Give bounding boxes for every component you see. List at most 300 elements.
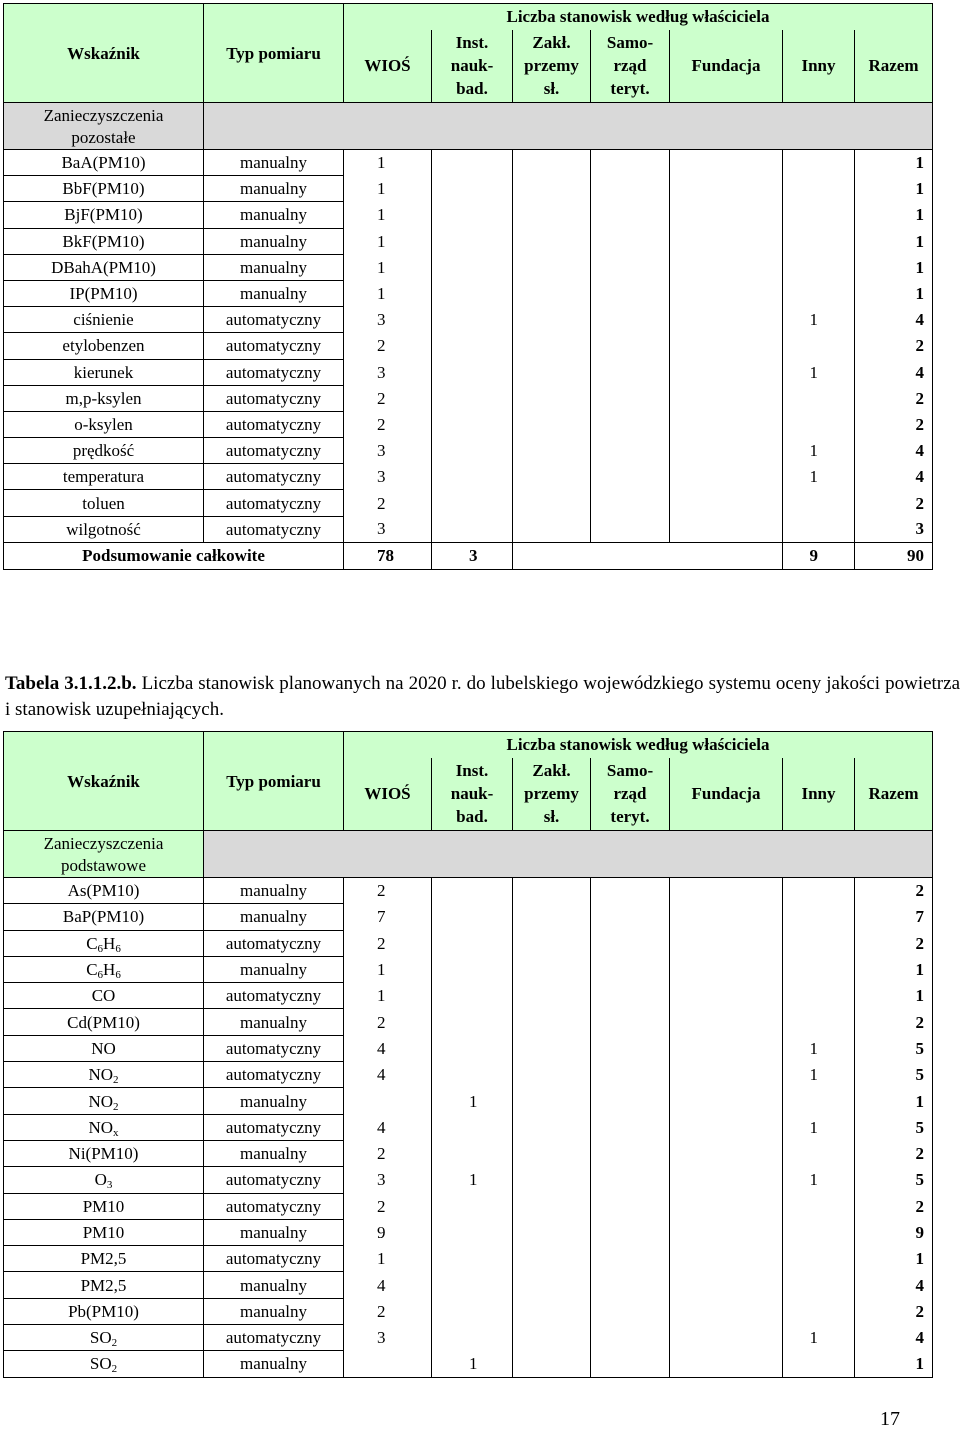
summary-fundacja (670, 542, 783, 569)
cell-inny (783, 1140, 855, 1166)
table-row (4, 983, 933, 1009)
cell-zakl (513, 1167, 591, 1193)
cell-fundacja (670, 254, 783, 280)
cell-wskaznik-text: C (86, 933, 98, 953)
section-row (4, 103, 933, 150)
cell-zakl (513, 930, 591, 956)
cell-wskaznik: PM2,5 (4, 1246, 204, 1272)
cell-typ: manualny (204, 1088, 344, 1114)
cell-razem: 4 (855, 438, 933, 464)
cell-zakl (513, 1009, 591, 1035)
header-typ: Typ pomiaru (204, 4, 344, 103)
cell-wios: 2 (344, 333, 432, 359)
cell-inst (432, 150, 513, 176)
header-inst-line: nauk- (450, 56, 494, 76)
cell-samo (591, 254, 670, 280)
cell-samo (591, 280, 670, 306)
header-wios: WIOŚ (344, 758, 432, 831)
table-row (4, 1272, 933, 1298)
cell-razem: 1 (855, 150, 933, 176)
cell-inst (432, 1062, 513, 1088)
cell-wskaznik: PM2,5 (4, 1272, 204, 1298)
cell-fundacja (670, 307, 783, 333)
header-wios: WIOŚ (344, 30, 432, 103)
cell-wskaznik-text: O (94, 1170, 107, 1190)
cell-wskaznik: NO (4, 1035, 204, 1061)
cell-wios: 3 (344, 307, 432, 333)
cell-fundacja (670, 1272, 783, 1298)
cell-fundacja (670, 333, 783, 359)
cell-razem: 5 (855, 1114, 933, 1140)
cell-wskaznik-sub: x (113, 1126, 119, 1139)
cell-zakl (513, 904, 591, 930)
cell-inst (432, 1009, 513, 1035)
cell-inny (783, 411, 855, 437)
cell-inny: 1 (783, 359, 855, 385)
header-samo-line: teryt. (610, 79, 650, 99)
cell-zakl (513, 490, 591, 516)
cell-inst (432, 307, 513, 333)
cell-typ: manualny (204, 202, 344, 228)
cell-inst (432, 930, 513, 956)
cell-razem: 1 (855, 176, 933, 202)
header-inny: Inny (783, 30, 855, 103)
header-razem: Razem (855, 758, 933, 831)
cell-inny (783, 333, 855, 359)
cell-razem: 1 (855, 956, 933, 982)
header-owner-group: Liczba stanowisk według właściciela (344, 732, 933, 758)
cell-inst (432, 333, 513, 359)
cell-samo (591, 176, 670, 202)
header-wskaznik: Wskaźnik (4, 732, 204, 831)
cell-razem: 2 (855, 385, 933, 411)
cell-inny (783, 176, 855, 202)
cell-wios: 1 (344, 176, 432, 202)
cell-samo (591, 983, 670, 1009)
cell-fundacja (670, 280, 783, 306)
table-row (4, 333, 933, 359)
cell-inst (432, 411, 513, 437)
cell-inst (432, 359, 513, 385)
table-row (4, 956, 933, 982)
cell-typ: manualny (204, 228, 344, 254)
cell-samo (591, 1246, 670, 1272)
cell-typ: automatyczny (204, 1193, 344, 1219)
cell-samo (591, 1325, 670, 1351)
cell-samo (591, 516, 670, 542)
cell-samo (591, 411, 670, 437)
cell-samo (591, 956, 670, 982)
cell-typ: automatyczny (204, 307, 344, 333)
cell-typ: manualny (204, 878, 344, 904)
section-fill (204, 831, 933, 878)
cell-samo (591, 385, 670, 411)
cell-samo (591, 228, 670, 254)
cell-wios: 3 (344, 438, 432, 464)
cell-wskaznik (4, 956, 204, 982)
cell-typ: automatyczny (204, 983, 344, 1009)
cell-fundacja (670, 1035, 783, 1061)
section-title-line: podstawowe (61, 856, 146, 875)
cell-zakl (513, 385, 591, 411)
cell-wskaznik: IP(PM10) (4, 280, 204, 306)
cell-zakl (513, 956, 591, 982)
cell-fundacja (670, 930, 783, 956)
cell-inst (432, 385, 513, 411)
cell-wios: 3 (344, 464, 432, 490)
cell-typ: manualny (204, 150, 344, 176)
cell-wskaznik-sub: 2 (113, 1074, 119, 1087)
cell-wios: 1 (344, 254, 432, 280)
table-row (4, 1325, 933, 1351)
cell-zakl (513, 1325, 591, 1351)
cell-inny: 1 (783, 1167, 855, 1193)
cell-zakl (513, 1140, 591, 1166)
cell-zakl (513, 878, 591, 904)
cell-samo (591, 150, 670, 176)
cell-fundacja (670, 1298, 783, 1324)
cell-fundacja (670, 464, 783, 490)
summary-zakl (513, 542, 591, 569)
cell-typ: manualny (204, 1351, 344, 1377)
cell-wskaznik-sub: 6 (97, 969, 104, 982)
cell-wios: 1 (344, 956, 432, 982)
cell-samo (591, 1062, 670, 1088)
cell-wskaznik (4, 1062, 204, 1088)
cell-razem: 1 (855, 1088, 933, 1114)
header-inst (432, 758, 513, 831)
cell-fundacja (670, 359, 783, 385)
cell-fundacja (670, 202, 783, 228)
cell-wios: 2 (344, 1193, 432, 1219)
cell-fundacja (670, 1351, 783, 1377)
summary-samo (591, 542, 670, 569)
cell-inst: 1 (432, 1088, 513, 1114)
cell-razem: 2 (855, 1193, 933, 1219)
cell-wios: 4 (344, 1272, 432, 1298)
table-row (4, 1062, 933, 1088)
table-row (4, 1088, 933, 1114)
cell-inny (783, 490, 855, 516)
cell-wios: 1 (344, 228, 432, 254)
cell-samo (591, 1351, 670, 1377)
cell-inny: 1 (783, 1114, 855, 1140)
cell-wios: 2 (344, 1140, 432, 1166)
table-row (4, 307, 933, 333)
table-row (4, 1219, 933, 1245)
cell-wios: 2 (344, 385, 432, 411)
cell-wskaznik: PM10 (4, 1193, 204, 1219)
header-zakl (513, 758, 591, 831)
cell-typ: automatyczny (204, 1246, 344, 1272)
cell-razem: 2 (855, 1298, 933, 1324)
cell-inst (432, 228, 513, 254)
cell-zakl (513, 1114, 591, 1140)
cell-wskaznik-text: SO (89, 1354, 112, 1374)
cell-wskaznik: wilgotność (4, 516, 204, 542)
cell-inny (783, 385, 855, 411)
header-inst-line: Inst. (455, 33, 489, 53)
cell-razem: 1 (855, 1351, 933, 1377)
cell-fundacja (670, 1009, 783, 1035)
cell-wskaznik-sub: 6 (97, 942, 104, 955)
table-row (4, 280, 933, 306)
cell-wios (344, 1351, 432, 1377)
cell-fundacja (670, 438, 783, 464)
section-row (4, 831, 933, 878)
table-row (4, 438, 933, 464)
header-zakl-line: przemy (524, 56, 579, 76)
table-row (4, 878, 933, 904)
cell-wskaznik: Pb(PM10) (4, 1298, 204, 1324)
cell-razem: 2 (855, 878, 933, 904)
cell-typ: manualny (204, 956, 344, 982)
table-row (4, 1298, 933, 1324)
cell-inny (783, 1272, 855, 1298)
cell-wskaznik (4, 1325, 204, 1351)
cell-zakl (513, 464, 591, 490)
cell-fundacja (670, 1325, 783, 1351)
cell-typ: manualny (204, 1298, 344, 1324)
cell-inst (432, 1325, 513, 1351)
cell-typ: manualny (204, 1219, 344, 1245)
table-header (4, 732, 933, 831)
cell-wios: 2 (344, 411, 432, 437)
cell-wskaznik: PM10 (4, 1219, 204, 1245)
cell-razem: 5 (855, 1035, 933, 1061)
cell-inst (432, 983, 513, 1009)
cell-typ: manualny (204, 1272, 344, 1298)
cell-zakl (513, 359, 591, 385)
cell-razem: 1 (855, 280, 933, 306)
header-zakl-line: Zakł. (532, 33, 571, 53)
section-fill (204, 103, 933, 150)
cell-inst (432, 1193, 513, 1219)
cell-razem: 4 (855, 1325, 933, 1351)
cell-fundacja (670, 983, 783, 1009)
cell-wios: 1 (344, 280, 432, 306)
cell-inny: 1 (783, 1035, 855, 1061)
cell-inny (783, 904, 855, 930)
cell-fundacja (670, 1246, 783, 1272)
cell-typ: automatyczny (204, 1035, 344, 1061)
cell-inst (432, 1035, 513, 1061)
cell-wskaznik: Cd(PM10) (4, 1009, 204, 1035)
cell-wskaznik-sub: 6 (115, 969, 121, 982)
cell-samo (591, 438, 670, 464)
owner-table-2 (3, 731, 933, 1378)
cell-samo (591, 930, 670, 956)
cell-samo (591, 359, 670, 385)
cell-inny (783, 516, 855, 542)
cell-inny (783, 280, 855, 306)
cell-wskaznik: BjF(PM10) (4, 202, 204, 228)
cell-wskaznik: temperatura (4, 464, 204, 490)
cell-samo (591, 333, 670, 359)
table-row (4, 1035, 933, 1061)
cell-wios: 3 (344, 359, 432, 385)
cell-zakl (513, 176, 591, 202)
cell-razem: 5 (855, 1062, 933, 1088)
cell-inny: 1 (783, 1062, 855, 1088)
table-row (4, 1351, 933, 1377)
cell-typ: automatyczny (204, 411, 344, 437)
header-samo-line: rząd (613, 56, 647, 76)
cell-fundacja (670, 490, 783, 516)
table-row (4, 930, 933, 956)
cell-inst: 1 (432, 1167, 513, 1193)
cell-zakl (513, 1351, 591, 1377)
cell-zakl (513, 1272, 591, 1298)
cell-fundacja (670, 1140, 783, 1166)
header-wskaznik: Wskaźnik (4, 4, 204, 103)
table-row (4, 490, 933, 516)
summary-razem: 90 (855, 542, 933, 569)
cell-fundacja (670, 878, 783, 904)
cell-typ: automatyczny (204, 1062, 344, 1088)
cell-wios: 1 (344, 1246, 432, 1272)
cell-typ: manualny (204, 1140, 344, 1166)
summary-row (4, 542, 933, 569)
section-title (4, 831, 204, 878)
cell-inst (432, 904, 513, 930)
cell-typ: automatyczny (204, 333, 344, 359)
cell-razem: 7 (855, 904, 933, 930)
cell-wskaznik (4, 1351, 204, 1377)
cell-inny (783, 1193, 855, 1219)
cell-wskaznik: BkF(PM10) (4, 228, 204, 254)
cell-razem: 2 (855, 333, 933, 359)
cell-typ: automatyczny (204, 385, 344, 411)
cell-wskaznik-sub: 2 (111, 1337, 118, 1350)
table-row (4, 254, 933, 280)
cell-wios: 1 (344, 150, 432, 176)
table-row (4, 1009, 933, 1035)
header-samo-line: rząd (613, 784, 647, 804)
cell-zakl (513, 411, 591, 437)
cell-wios: 2 (344, 490, 432, 516)
cell-zakl (513, 1035, 591, 1061)
summary-inst: 3 (432, 542, 513, 569)
cell-inny: 1 (783, 307, 855, 333)
cell-wskaznik: BbF(PM10) (4, 176, 204, 202)
cell-samo (591, 878, 670, 904)
cell-wskaznik: prędkość (4, 438, 204, 464)
cell-inny (783, 930, 855, 956)
table-row (4, 1140, 933, 1166)
header-samo-line: Samo- (606, 761, 654, 781)
cell-samo (591, 464, 670, 490)
cell-razem: 4 (855, 464, 933, 490)
cell-fundacja (670, 956, 783, 982)
cell-fundacja (670, 516, 783, 542)
cell-inny (783, 1351, 855, 1377)
cell-typ: automatyczny (204, 359, 344, 385)
cell-razem: 1 (855, 254, 933, 280)
cell-zakl (513, 254, 591, 280)
cell-razem: 4 (855, 1272, 933, 1298)
cell-fundacja (670, 904, 783, 930)
cell-typ: automatyczny (204, 1114, 344, 1140)
cell-fundacja (670, 1062, 783, 1088)
cell-zakl (513, 1062, 591, 1088)
cell-inst (432, 254, 513, 280)
cell-razem: 2 (855, 1009, 933, 1035)
cell-inny (783, 1219, 855, 1245)
cell-wios: 2 (344, 1009, 432, 1035)
cell-wskaznik: As(PM10) (4, 878, 204, 904)
table-row (4, 904, 933, 930)
cell-wskaznik-text: NO (88, 1117, 114, 1137)
cell-zakl (513, 438, 591, 464)
cell-inny (783, 202, 855, 228)
cell-samo (591, 1009, 670, 1035)
cell-inst (432, 176, 513, 202)
cell-inst: 1 (432, 1351, 513, 1377)
cell-zakl (513, 280, 591, 306)
cell-wskaznik-text: NO (88, 1065, 114, 1085)
summary-label: Podsumowanie całkowite (4, 542, 344, 569)
cell-inst (432, 438, 513, 464)
cell-razem: 1 (855, 228, 933, 254)
caption-text: Liczba stanowisk planowanych na 2020 r. do lubelskiego wojewódzkiego systemu oceny jakości powietrza i stanowisk uzupełniających. (5, 673, 960, 720)
table-row (4, 385, 933, 411)
cell-samo (591, 1088, 670, 1114)
table-body (4, 831, 933, 1378)
cell-wios: 4 (344, 1114, 432, 1140)
cell-wskaznik (4, 1088, 204, 1114)
table-row (4, 1193, 933, 1219)
cell-wskaznik (4, 1114, 204, 1140)
cell-inny (783, 1246, 855, 1272)
cell-typ: manualny (204, 904, 344, 930)
table-body (4, 103, 933, 570)
cell-razem: 2 (855, 930, 933, 956)
cell-fundacja (670, 150, 783, 176)
cell-wios: 4 (344, 1062, 432, 1088)
table-row (4, 1114, 933, 1140)
cell-inst (432, 1298, 513, 1324)
cell-wskaznik-text: H (103, 933, 116, 953)
cell-wskaznik: BaP(PM10) (4, 904, 204, 930)
header-samo-line: teryt. (610, 807, 650, 827)
cell-fundacja (670, 1114, 783, 1140)
cell-typ: automatyczny (204, 464, 344, 490)
cell-inst (432, 1140, 513, 1166)
cell-fundacja (670, 1219, 783, 1245)
cell-wios: 1 (344, 983, 432, 1009)
cell-fundacja (670, 385, 783, 411)
header-zakl (513, 30, 591, 103)
cell-samo (591, 1219, 670, 1245)
cell-inst (432, 1272, 513, 1298)
table-row (4, 1167, 933, 1193)
cell-fundacja (670, 1193, 783, 1219)
cell-zakl (513, 202, 591, 228)
cell-fundacja (670, 228, 783, 254)
cell-wios: 7 (344, 904, 432, 930)
cell-inny (783, 956, 855, 982)
header-fundacja: Fundacja (670, 30, 783, 103)
cell-zakl (513, 333, 591, 359)
cell-wios: 2 (344, 878, 432, 904)
cell-zakl (513, 150, 591, 176)
cell-wskaznik-text: SO (89, 1328, 112, 1348)
cell-zakl (513, 228, 591, 254)
cell-samo (591, 1140, 670, 1166)
cell-wskaznik: etylobenzen (4, 333, 204, 359)
summary-inny: 9 (783, 542, 855, 569)
